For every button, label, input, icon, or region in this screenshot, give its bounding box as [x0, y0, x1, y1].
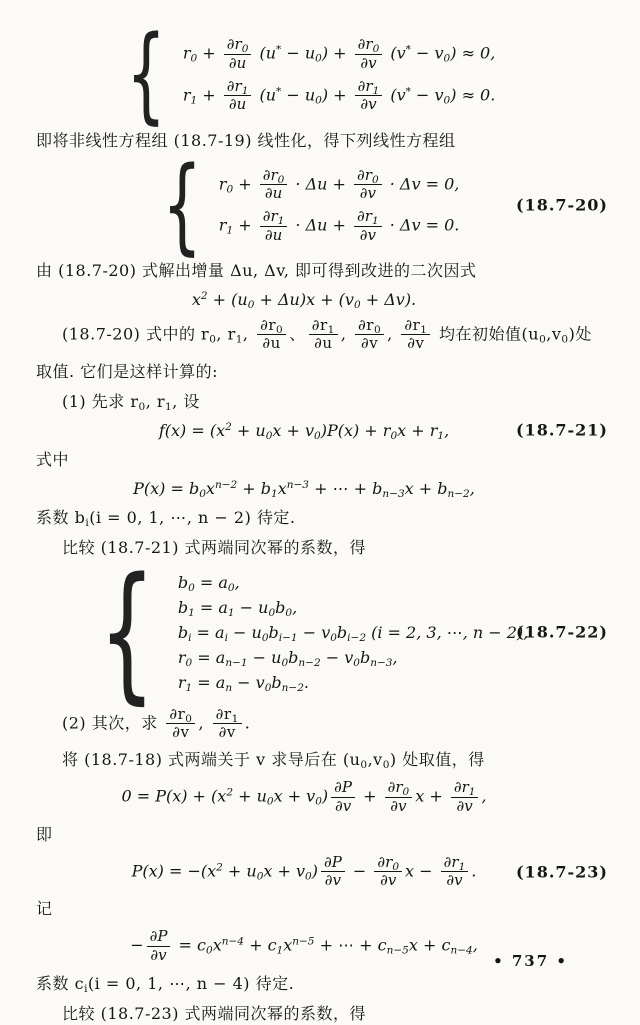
page-number: • 737 •	[493, 952, 568, 970]
fraction: $\frac{\partial r_1}{\partial v}$	[213, 706, 242, 742]
fraction: $\frac{\partial r_0}{\partial u}$	[257, 317, 286, 353]
fraction: $\frac{\partial P}{\partial v}$	[147, 928, 171, 964]
system-rows	[219, 164, 460, 247]
para-coeff-b: 系数 $b_i(i = 0$, 1, ⋯, n − 2) 待定.	[36, 507, 296, 529]
step-2: (2) 其次，求 $\frac{\partial r_0}{\partial v}$ , $\frac{\partial r_1}{\partial v}$ .	[62, 704, 251, 742]
system-brace: {	[125, 13, 166, 135]
equation-row: $b_0 = a_0$,	[177, 572, 240, 594]
para-compare-21: 比较 (18.7-21) 式两端同次幂的系数，得	[62, 537, 367, 557]
P-expansion	[36, 479, 572, 498]
para-that-is: 即	[36, 824, 53, 844]
fraction: $\frac{\partial r_0}{\partial v}$	[385, 779, 413, 815]
system-brace: {	[161, 143, 202, 266]
para-where: 式中	[36, 449, 70, 469]
equation-row: $r_1 = a_n - v_0b_{n-2}$.	[177, 672, 309, 694]
para-denote: 记	[36, 899, 53, 919]
fraction: $\frac{\partial r_0}{\partial v}$	[355, 317, 384, 353]
equation-row: $r_0$ + $\frac{\partial r_0}{\partial u}$ · Δu + $\frac{\partial r_0}{\partial v}$ · Δv = 0,	[218, 165, 460, 203]
equation-row: $r_1$ + $\frac{\partial r_1}{\partial u}$ · Δu + $\frac{\partial r_1}{\partial v}$ · Δv = 0.	[218, 207, 460, 244]
dPdv-expansion	[36, 928, 572, 964]
system-rows	[183, 33, 496, 116]
equation: − $\frac{\partial P}{\partial v}$ = $c_0x^{n-4} + c_1x^{n-5}$ + ⋯ + $c_{n-5}x + c_{n-4}$,	[130, 927, 478, 964]
system-rows	[178, 570, 528, 695]
equation: $f(x) = (x^2 + u_0x + v_0)P(x) + r_0x + r_1$,	[158, 420, 450, 442]
fraction: $\frac{\partial r_0}{\partial u}$	[224, 36, 252, 72]
system-brace: {	[98, 545, 156, 718]
fraction: $\frac{\partial r_1}{\partial v}$	[401, 317, 430, 353]
fraction: $\frac{\partial P}{\partial v}$	[321, 854, 345, 890]
derivative-equation	[36, 779, 572, 815]
f-definition	[36, 420, 608, 442]
equation: $P(x) = -(x^2 + u_0x + v_0)$ $\frac{\partial P}{\partial v}$ − $\frac{\partial r_0}{\partial v}$ x − $\frac{\partial r_1}{\partial v}$ .	[131, 852, 477, 890]
fraction: $\frac{\partial r_1}{\partial u}$	[224, 78, 252, 114]
equation-number: (18.7-20)	[515, 195, 608, 215]
equation-number: (18.7-21)	[515, 420, 608, 440]
linear-system	[36, 143, 608, 266]
fraction: $\frac{\partial r_0}{\partial v}$	[355, 36, 383, 72]
P-equation	[36, 852, 608, 890]
fraction: $\frac{\partial r_1}{\partial v}$	[441, 854, 469, 890]
fraction: $\frac{\partial r_0}{\partial u}$	[260, 167, 288, 203]
equation-number: (18.7-22)	[515, 622, 608, 642]
fraction: $\frac{\partial r_1}{\partial v}$	[355, 78, 383, 114]
equation-number: (18.7-23)	[515, 862, 608, 882]
fraction: $\frac{\partial r_1}{\partial u}$	[260, 208, 288, 244]
para-differentiate: 将 (18.7-18) 式两端关于 v 求导后在 $(u_0,v_0)$ 处取值，得	[62, 750, 485, 772]
para-solve-increments: 由 (18.7-20) 式解出增量 Δu, Δv, 即可得到改进的二次因式	[36, 261, 477, 281]
fraction: $\frac{\partial r_0}{\partial v}$	[166, 706, 195, 742]
fraction: $\frac{\partial r_0}{\partial v}$	[374, 854, 402, 890]
para-linearize: 即将非线性方程组 (18.7-19) 线性化，得下列线性方程组	[36, 130, 456, 150]
fraction: $\frac{\partial r_1}{\partial v}$	[451, 779, 479, 815]
fraction: $\frac{\partial r_1}{\partial u}$	[309, 317, 338, 353]
equation-row: $b_i = a_i - u_0b_{i-1} - v_0b_{i-2}$ (i = 2, 3, ⋯, n − 2),	[177, 622, 529, 644]
equation: $0 = P(x) + (x^2 + u_0x + v_0)$ $\frac{\partial P}{\partial v}$ + $\frac{\partial r_0}{\partial v}$ x + $\frac{\partial r_1}{\partial v}$ ,	[121, 778, 487, 815]
para-values-at-initial: (18.7-20) 式中的 $r_0$, $r_1$, $\frac{\partial r_0}{\partial u}$ 、 $\frac{\partial r_1}{\partial u}$ , $\frac{\partial r_0}{\partial v}$ , $\frac{\partial r_1}{\partial v}$ 均在初始值$(u_0,v_0)$处	[62, 316, 592, 353]
equation-row: $r_1$ + $\frac{\partial r_1}{\partial u}$ $(u^* - u_0)$ + $\frac{\partial r_1}{\partial v}$ $(v^* - v_0) \approx 0$.	[182, 76, 496, 114]
fraction: $\frac{\partial r_1}{\partial v}$	[354, 208, 382, 244]
equation-row: $r_0 = a_{n-1} - u_0b_{n-2} - v_0b_{n-3}$,	[177, 647, 398, 669]
para-compare-23: 比较 (18.7-23) 式两端同次幂的系数，得	[62, 1003, 367, 1023]
fraction: $\frac{\partial r_0}{\partial v}$	[354, 167, 382, 203]
step-1: (1) 先求 $r_0$, $r_1$, 设	[62, 391, 200, 413]
equation: $P(x) = b_0x^{n-2} + b_1x^{n-3}$ + ⋯ + $b_{n-3}x + b_{n-2}$,	[133, 478, 475, 500]
fraction: $\frac{\partial P}{\partial v}$	[331, 779, 355, 815]
para-computed-as: 取值. 它们是这样计算的:	[36, 361, 219, 381]
improved-quadratic-factor	[36, 290, 572, 312]
linearization-approx-system	[36, 13, 572, 135]
equation-row: $r_0$ + $\frac{\partial r_0}{\partial u}$ $(u^* - u_0)$ + $\frac{\partial r_0}{\partial v}$ $(v^* - v_0) \approx 0$,	[182, 35, 496, 72]
para-coeff-c: 系数 $c_i(i = 0$, 1, ⋯, n − 4) 待定.	[36, 973, 295, 995]
equation: $x^2 + (u_0 + \Delta u)x + (v_0 + \Delta v)$.	[191, 290, 417, 312]
equation-row: $b_1 = a_1 - u_0b_0$,	[177, 597, 298, 619]
